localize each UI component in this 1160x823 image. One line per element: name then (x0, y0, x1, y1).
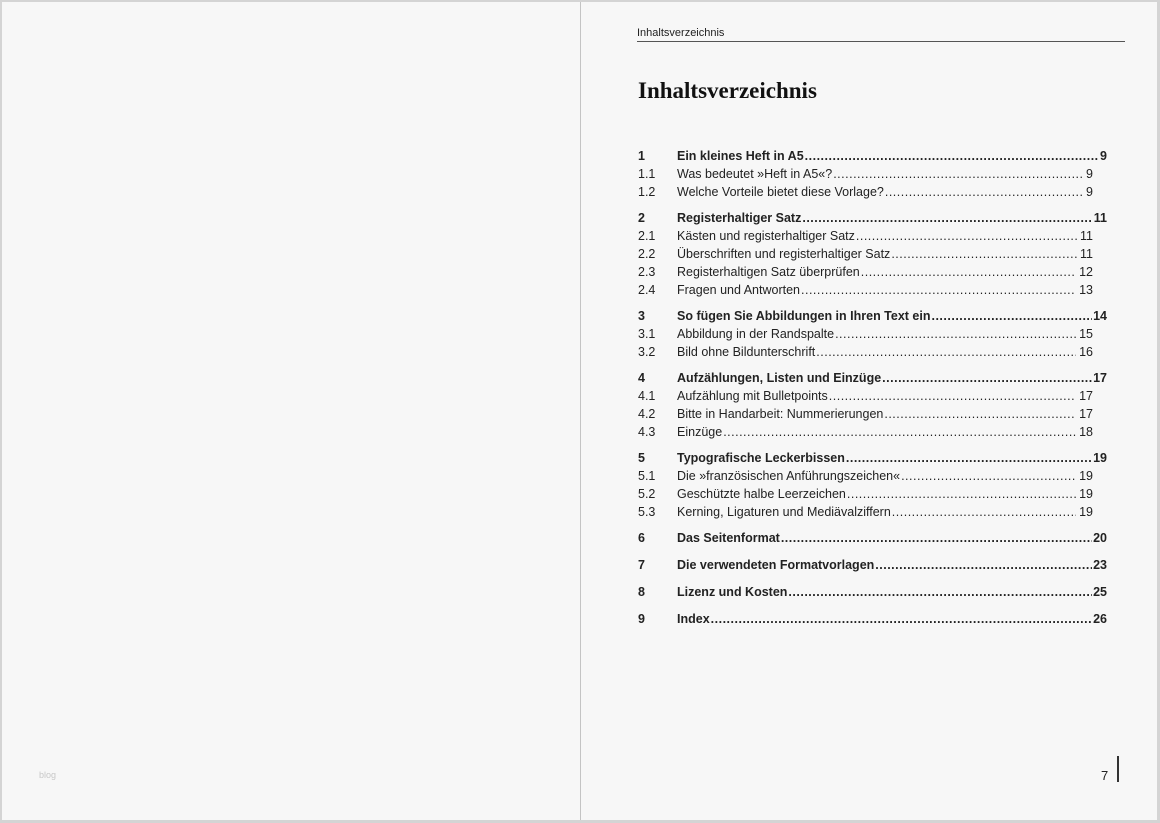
toc-entry-page: 16 (1079, 345, 1093, 359)
left-page (2, 2, 580, 820)
toc-entry-page: 17 (1079, 407, 1093, 421)
toc-entry[interactable] (638, 245, 1107, 263)
toc-entry-page: 17 (1093, 371, 1107, 385)
toc-dot-leader (835, 325, 1076, 343)
toc-entry[interactable] (638, 209, 1107, 227)
toc-entry[interactable] (638, 529, 1107, 547)
toc-entry-label: Registerhaltigen Satz überprüfen (677, 265, 860, 279)
toc-entry-number: 3.2 (638, 345, 656, 359)
right-page (581, 2, 1157, 820)
toc-dot-leader (891, 245, 1077, 263)
toc-entry[interactable] (638, 147, 1107, 165)
toc-entry-label: Das Seitenformat (677, 531, 780, 545)
toc-dot-leader (847, 485, 1076, 503)
toc-dot-leader (885, 183, 1083, 201)
toc-dot-leader (788, 583, 1092, 601)
toc-entry-number: 5.1 (638, 469, 656, 483)
toc-entry-number: 6 (638, 531, 645, 545)
toc-entry-page: 23 (1093, 558, 1107, 572)
toc-entry-page: 15 (1079, 327, 1093, 341)
toc-entry-number: 4.2 (638, 407, 656, 421)
toc-entry-page: 11 (1080, 229, 1093, 243)
toc-entry-page: 19 (1079, 469, 1093, 483)
toc-entry-label: Geschützte halbe Leerzeichen (677, 487, 846, 501)
toc-entry-label: Kerning, Ligaturen und Mediävalziffern (677, 505, 891, 519)
toc-entry-number: 1 (638, 149, 645, 163)
page-number: 7 (1101, 768, 1109, 783)
toc-entry[interactable] (638, 503, 1107, 521)
toc-entry-page: 11 (1080, 247, 1093, 261)
toc-entry[interactable] (638, 556, 1107, 574)
toc-entry-number: 3 (638, 309, 645, 323)
running-header: Inhaltsverzeichnis (637, 26, 1125, 42)
toc-entry-page: 11 (1093, 211, 1107, 225)
toc-dot-leader (805, 147, 1099, 165)
toc-entry-label: Index (677, 612, 710, 626)
toc-dot-leader (816, 343, 1076, 361)
toc-dot-leader (861, 263, 1076, 281)
toc-entry-label: Was bedeutet »Heft in A5«? (677, 167, 833, 181)
toc-entry-label: Fragen und Antworten (677, 283, 800, 297)
toc-entry[interactable] (638, 343, 1107, 361)
toc-entry-number: 2.1 (638, 229, 656, 243)
toc-entry-number: 3.1 (638, 327, 656, 341)
toc-dot-leader (711, 610, 1092, 628)
toc-entry-number: 1.1 (638, 167, 656, 181)
toc-entry-label: Abbildung in der Randspalte (677, 327, 835, 341)
toc-entry[interactable] (638, 387, 1107, 405)
toc-entry-label: Bild ohne Bildunterschrift (677, 345, 816, 359)
toc-entry-label: Ein kleines Heft in A5 (677, 149, 804, 163)
toc-entry-page: 18 (1079, 425, 1093, 439)
toc-entry-label: Lizenz und Kosten (677, 585, 788, 599)
toc-entry-label: So fügen Sie Abbildungen in Ihren Text ein (677, 309, 931, 323)
toc-entry-number: 9 (638, 612, 645, 626)
toc-entry[interactable] (638, 369, 1107, 387)
toc-entry-number: 1.2 (638, 185, 656, 199)
toc-dot-leader (931, 307, 1092, 325)
toc-dot-leader (802, 209, 1092, 227)
toc-dot-leader (829, 387, 1076, 405)
toc-entry-page: 19 (1093, 451, 1107, 465)
toc-entry-page: 19 (1079, 487, 1093, 501)
toc-entry[interactable] (638, 307, 1107, 325)
toc-entry-page: 17 (1079, 389, 1093, 403)
toc-entry-page: 12 (1079, 265, 1093, 279)
document-spread (2, 2, 1157, 820)
toc-entry[interactable] (638, 583, 1107, 601)
toc-entry-label: Aufzählungen, Listen und Einzüge (677, 371, 882, 385)
toc-entry[interactable] (638, 227, 1107, 245)
toc-entry-label: Typografische Leckerbissen (677, 451, 845, 465)
table-of-contents (638, 147, 1107, 628)
toc-entry-number: 5.3 (638, 505, 656, 519)
toc-dot-leader (833, 165, 1083, 183)
toc-entry-label: Einzüge (677, 425, 723, 439)
toc-entry-label: Registerhaltiger Satz (677, 211, 802, 225)
toc-entry-page: 25 (1093, 585, 1107, 599)
toc-entry-number: 4 (638, 371, 645, 385)
toc-dot-leader (884, 405, 1076, 423)
toc-entry[interactable] (638, 263, 1107, 281)
toc-dot-leader (846, 449, 1092, 467)
toc-entry-label: Aufzählung mit Bulletpoints (677, 389, 828, 403)
toc-title: Inhaltsverzeichnis (638, 78, 817, 103)
toc-dot-leader (856, 227, 1077, 245)
toc-entry-page: 9 (1100, 149, 1107, 163)
toc-entry[interactable] (638, 405, 1107, 423)
toc-dot-leader (892, 503, 1076, 521)
toc-entry-label: Die verwendeten Formatvorlagen (677, 558, 875, 572)
toc-entry-number: 5 (638, 451, 645, 465)
toc-entry-number: 8 (638, 585, 645, 599)
toc-entry[interactable] (638, 467, 1107, 485)
page-number-rule (1117, 756, 1119, 782)
toc-entry-label: Kästen und registerhaltiger Satz (677, 229, 855, 243)
toc-entry[interactable] (638, 183, 1107, 201)
toc-entry[interactable] (638, 281, 1107, 299)
toc-entry[interactable] (638, 165, 1107, 183)
toc-entry-number: 7 (638, 558, 645, 572)
toc-entry-number: 2.2 (638, 247, 656, 261)
toc-entry-label: Überschriften und registerhaltiger Satz (677, 247, 891, 261)
toc-entry-number: 4.3 (638, 425, 656, 439)
toc-entry-page: 20 (1093, 531, 1107, 545)
toc-entry-page: 14 (1093, 309, 1107, 323)
toc-entry[interactable] (638, 449, 1107, 467)
toc-entry-page: 13 (1079, 283, 1093, 297)
toc-entry-number: 4.1 (638, 389, 656, 403)
toc-entry-number: 2.3 (638, 265, 656, 279)
toc-entry-label: Bitte in Handarbeit: Nummerierungen (677, 407, 884, 421)
toc-dot-leader (875, 556, 1092, 574)
toc-entry-number: 2 (638, 211, 645, 225)
toc-dot-leader (901, 467, 1076, 485)
toc-entry-label: Die »französischen Anführungszeichen« (677, 469, 901, 483)
toc-entry[interactable] (638, 423, 1107, 441)
toc-entry-page: 9 (1086, 185, 1093, 199)
toc-entry-page: 9 (1086, 167, 1093, 181)
toc-entry-label: Welche Vorteile bietet diese Vorlage? (677, 185, 884, 199)
toc-entry[interactable] (638, 325, 1107, 343)
watermark: blog (39, 770, 57, 780)
toc-dot-leader (723, 423, 1076, 441)
toc-entry-page: 26 (1093, 612, 1107, 626)
toc-entry-number: 2.4 (638, 283, 656, 297)
toc-entry-number: 5.2 (638, 487, 656, 501)
toc-entry[interactable] (638, 485, 1107, 503)
toc-dot-leader (882, 369, 1092, 387)
toc-entry[interactable] (638, 610, 1107, 628)
toc-dot-leader (781, 529, 1092, 547)
toc-dot-leader (801, 281, 1076, 299)
toc-entry-page: 19 (1079, 505, 1093, 519)
